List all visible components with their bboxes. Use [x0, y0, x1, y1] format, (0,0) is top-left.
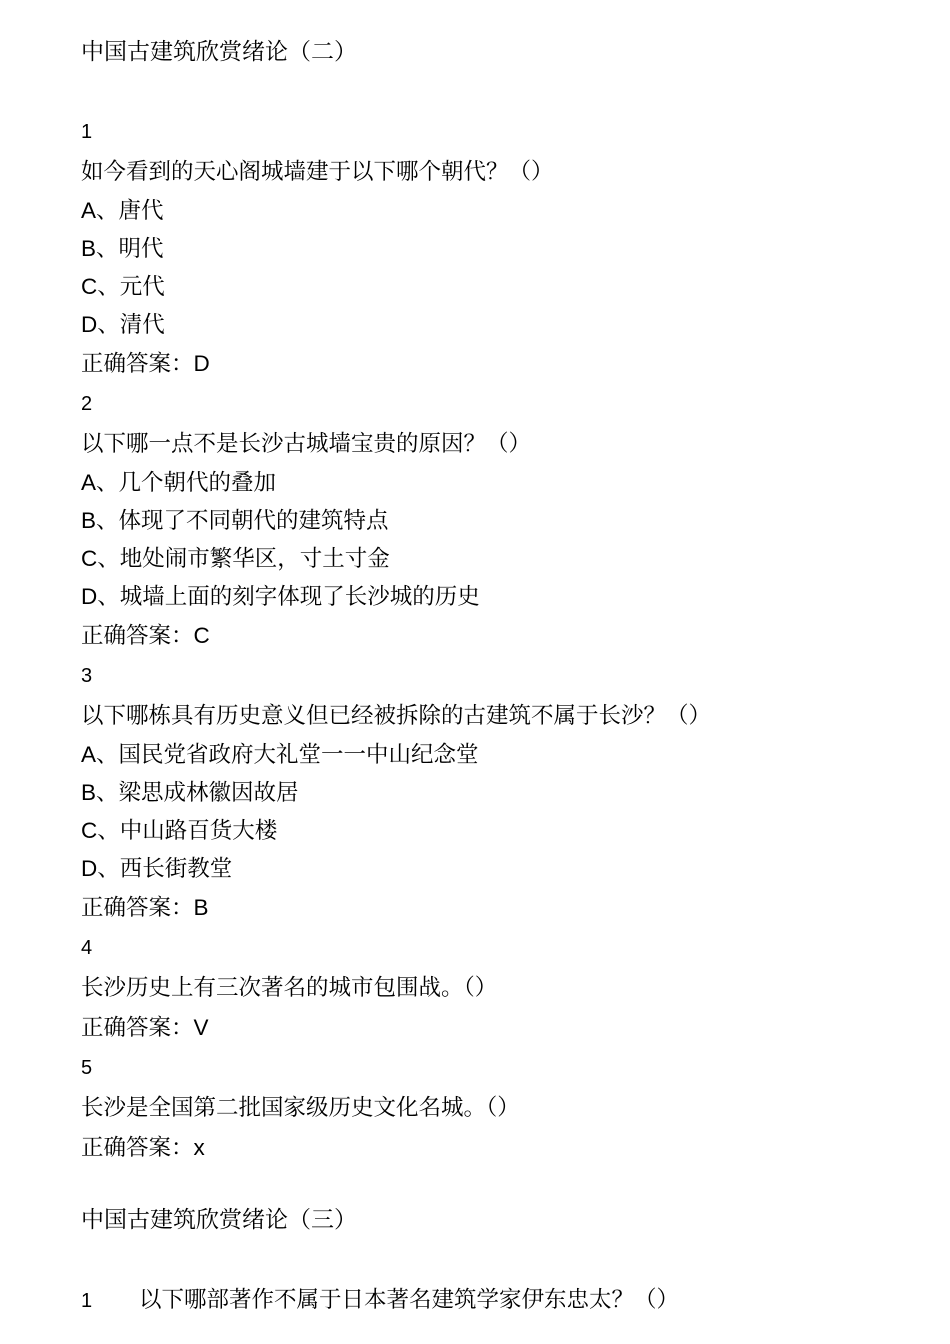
- option-separator: 、: [96, 198, 119, 223]
- question-number: 4: [81, 937, 93, 959]
- spacer: [81, 1168, 921, 1198]
- option-separator: 、: [97, 546, 120, 571]
- option-text: 明代: [118, 236, 164, 261]
- option-letter: C: [81, 274, 98, 299]
- option-text: 中山路百货大楼: [119, 818, 278, 843]
- question-text: 长沙是全国第二批国家级历史文化名城。（）: [81, 1095, 520, 1120]
- answer-value: x: [193, 1135, 205, 1160]
- option-letter: D: [81, 312, 98, 337]
- question-number: 1: [81, 1290, 93, 1312]
- answer-value: D: [193, 351, 210, 376]
- option-letter: C: [81, 818, 98, 843]
- option-letter: C: [81, 546, 98, 571]
- option-separator: 、: [97, 856, 120, 881]
- option-c: [81, 540, 921, 578]
- option-c: [81, 268, 921, 306]
- option-text: 清代: [119, 312, 165, 337]
- question-number: 1: [81, 121, 93, 143]
- question-row: [81, 1280, 921, 1320]
- option-letter: D: [81, 584, 98, 609]
- section-title: 中国古建筑欣赏绪论（二）: [81, 39, 357, 64]
- option-letter: B: [81, 780, 97, 805]
- option-separator: 、: [97, 312, 120, 337]
- answer-label: 正确答案：: [81, 1135, 194, 1160]
- correct-answer: [81, 616, 921, 656]
- option-letter: D: [81, 856, 98, 881]
- option-text: 元代: [119, 274, 165, 299]
- option-text: 地处闹市繁华区，寸土寸金: [119, 546, 390, 571]
- option-text: 几个朝代的叠加: [118, 470, 277, 495]
- section-title: 中国古建筑欣赏绪论（三）: [81, 1207, 357, 1232]
- question-text: 以下哪栋具有历史意义但已经被拆除的古建筑不属于长沙？（）: [81, 703, 712, 728]
- question-text: 长沙历史上有三次著名的城市包围战。（）: [81, 975, 498, 1000]
- answer-label: 正确答案：: [81, 1015, 194, 1040]
- option-letter: A: [81, 470, 97, 495]
- answer-label: 正确答案：: [81, 623, 194, 648]
- correct-answer: [81, 1008, 921, 1048]
- answer-label: 正确答案：: [81, 895, 194, 920]
- question-text: 以下哪部著作不属于日本著名建筑学家伊东忠太？（）: [139, 1287, 680, 1312]
- answer-value: B: [193, 895, 209, 920]
- option-letter: A: [81, 198, 97, 223]
- option-b: [81, 230, 921, 268]
- option-d: [81, 306, 921, 344]
- option-text: 西长街教堂: [119, 856, 233, 881]
- option-c: [81, 812, 921, 850]
- option-text: 唐代: [118, 198, 164, 223]
- option-separator: 、: [97, 584, 120, 609]
- spacer: [81, 74, 921, 112]
- option-text: 国民党省政府大礼堂一一中山纪念堂: [118, 742, 479, 767]
- option-d: [81, 578, 921, 616]
- option-separator: 、: [96, 236, 119, 261]
- option-a: [81, 736, 921, 774]
- option-letter: A: [81, 742, 97, 767]
- option-b: [81, 502, 921, 540]
- option-separator: 、: [96, 742, 119, 767]
- question-number: 3: [81, 665, 93, 687]
- answer-value: V: [193, 1015, 209, 1040]
- answer-value: C: [193, 623, 210, 648]
- question-number: 5: [81, 1057, 93, 1079]
- option-text: 城墙上面的刻字体现了长沙城的历史: [119, 584, 480, 609]
- option-d: [81, 850, 921, 888]
- option-b: [81, 774, 921, 812]
- option-separator: 、: [97, 818, 120, 843]
- option-letter: B: [81, 236, 97, 261]
- spacer: [81, 1242, 921, 1280]
- correct-answer: [81, 1128, 921, 1168]
- document-page: [81, 30, 921, 1320]
- question-number: 2: [81, 393, 93, 415]
- option-a: [81, 192, 921, 230]
- option-separator: 、: [96, 508, 119, 533]
- question-text: 如今看到的天心阁城墙建于以下哪个朝代？（）: [81, 159, 554, 184]
- option-text: 梁思成林徽因故居: [118, 780, 299, 805]
- option-separator: 、: [97, 274, 120, 299]
- option-text: 体现了不同朝代的建筑特点: [118, 508, 389, 533]
- answer-label: 正确答案：: [81, 351, 194, 376]
- option-separator: 、: [96, 470, 119, 495]
- option-letter: B: [81, 508, 97, 533]
- correct-answer: [81, 888, 921, 928]
- option-a: [81, 464, 921, 502]
- question-text: 以下哪一点不是长沙古城墙宝贵的原因？（）: [81, 431, 532, 456]
- correct-answer: [81, 344, 921, 384]
- option-separator: 、: [96, 780, 119, 805]
